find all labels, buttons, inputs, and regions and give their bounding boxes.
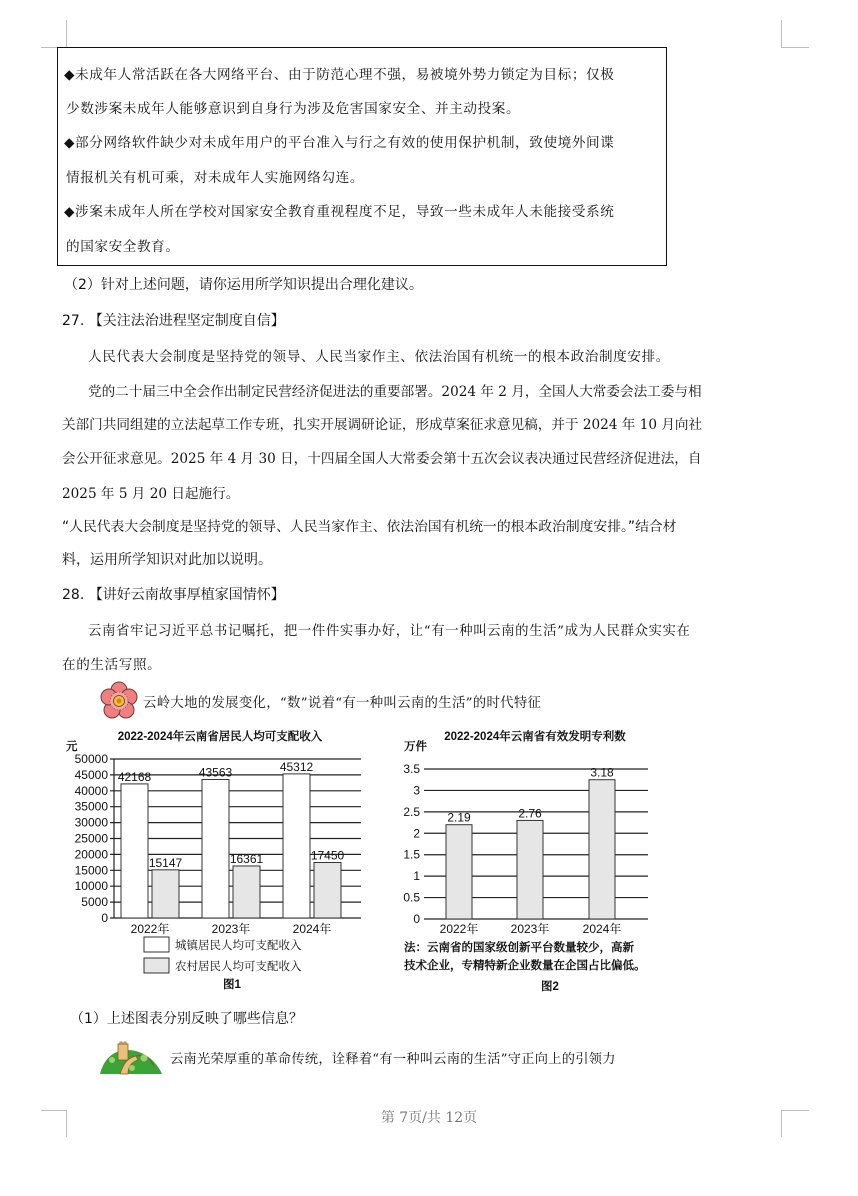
q27-para2-line: 2025 年 5 月 20 日起施行。 bbox=[62, 486, 240, 502]
figure-caption: 图1 bbox=[223, 979, 241, 991]
y-tick-label: 0 bbox=[413, 912, 420, 926]
box-line: 的国家安全教育。 bbox=[66, 239, 180, 255]
y-tick-label: 0 bbox=[101, 911, 108, 925]
x-tick-label: 2024年 bbox=[582, 922, 622, 936]
banner-2-text: 云南光荣厚重的革命传统，诠释着“有一种叫云南的生活”守正向上的引领力 bbox=[170, 1052, 616, 1067]
data-label: 2.19 bbox=[447, 810, 471, 825]
y-tick-label: 20000 bbox=[74, 847, 108, 862]
y-tick-label: 30000 bbox=[74, 815, 108, 830]
y-tick-label: 3.5 bbox=[403, 762, 420, 776]
question-26-2: （2）针对上述问题，请你运用所学知识提出合理化建议。 bbox=[64, 277, 423, 293]
q27-para1: 人民代表大会制度是坚持党的领导、人民当家作主、依法治国有机统一的根本政治制度安排。 bbox=[88, 349, 670, 365]
legend-label: 城镇居民人均可支配收入 bbox=[175, 940, 302, 952]
y-tick-label: 45000 bbox=[74, 767, 108, 782]
data-label: 3.18 bbox=[590, 765, 614, 780]
bar-urban bbox=[202, 779, 229, 918]
x-tick-label: 2022年 bbox=[130, 922, 170, 936]
y-axis-unit: 万件 bbox=[404, 741, 427, 753]
y-tick-label: 5000 bbox=[81, 895, 108, 910]
q27-para2-line: 会公开征求意见。2025 年 4 月 30 日，十四届全国人大常委会第十五次会议表决通过民营经济促进法，自 bbox=[62, 451, 702, 467]
y-tick-label: 40000 bbox=[74, 783, 108, 798]
banner-1-text: 云岭大地的发展变化，“数”说着“有一种叫云南的生活”的时代特征 bbox=[143, 696, 542, 711]
legend-label: 农村居民人均可支配收入 bbox=[175, 961, 302, 973]
y-tick-label: 10000 bbox=[74, 879, 108, 894]
chart-title: 2022-2024年云南省有效发明专利数 bbox=[444, 731, 626, 743]
data-label: 42168 bbox=[117, 769, 152, 784]
x-tick-label: 2024年 bbox=[292, 922, 332, 936]
data-label: 17450 bbox=[310, 848, 345, 863]
chart-note-line: 法：云南省的国家级创新平台数量较少，高新 bbox=[404, 942, 634, 954]
y-tick-label: 1 bbox=[413, 869, 420, 884]
q27-para2-line: 党的二十届三中全会作出制定民营经济促进法的重要部署。2024 年 2 月，全国人大常委会法工委与相 bbox=[88, 384, 702, 400]
x-tick-label: 2022年 bbox=[439, 922, 479, 936]
q28-intro-line: 云南省牢记习近平总书记嘱托，把一件件实事办好，让“有一种叫云南的生活”成为人民群众实实在 bbox=[88, 624, 691, 639]
corner-mark-top-right-h bbox=[781, 47, 809, 48]
data-label: 2.76 bbox=[518, 806, 542, 821]
page-number: 第 7页/共 12页 bbox=[380, 1110, 478, 1126]
y-tick-label: 50000 bbox=[74, 752, 108, 766]
box-line: ◆部分网络软件缺少对未成年用户的平台准入与行之有效的使用保护机制，致使境外间谍 bbox=[64, 135, 615, 151]
data-label: 15147 bbox=[148, 855, 183, 870]
bar-rural bbox=[314, 863, 341, 918]
q27-para2-line: 关部门共同组建的立法起草工作专班，扎实开展调研论证，形成草案征求意见稿，并于 2024 年 10 月向社 bbox=[62, 417, 703, 433]
x-tick-label: 2023年 bbox=[510, 922, 550, 936]
data-label: 45312 bbox=[279, 759, 314, 774]
y-tick-label: 1.5 bbox=[403, 847, 420, 862]
bar-patents bbox=[589, 780, 615, 919]
corner-mark-top-left-v bbox=[66, 20, 67, 47]
y-tick-label: 2.5 bbox=[403, 804, 420, 819]
y-tick-label: 35000 bbox=[74, 799, 108, 814]
q27-question-line: 料，运用所学知识对此加以说明。 bbox=[62, 552, 272, 568]
bar-patents bbox=[446, 825, 472, 919]
bar-patents bbox=[517, 820, 543, 919]
chart-note-line: 技术企业，专精特新企业数量在企国占比偏低。 bbox=[404, 960, 646, 972]
bar-urban bbox=[121, 784, 148, 918]
bar-rural bbox=[233, 866, 260, 918]
data-label: 43563 bbox=[198, 765, 233, 780]
figure-caption: 图2 bbox=[541, 981, 559, 993]
question-27-title: 27. 【关注法治进程坚定制度自信】 bbox=[62, 313, 285, 329]
q27-question-line: “人民代表大会制度是坚持党的领导、人民当家作主、依法治国有机统一的根本政治制度安排。”结合材 bbox=[62, 519, 677, 535]
y-tick-label: 25000 bbox=[74, 831, 108, 846]
y-tick-label: 0.5 bbox=[403, 890, 420, 905]
chart-title: 2022-2024年云南省居民人均可支配收入 bbox=[117, 731, 323, 743]
flower-icon bbox=[99, 681, 139, 721]
bar-urban bbox=[283, 774, 310, 918]
box-line: ◆涉案未成年人所在学校对国家安全教育重视程度不足，导致一些未成年人未能接受系统 bbox=[64, 204, 615, 220]
chart-income bbox=[60, 726, 380, 996]
data-label: 16361 bbox=[229, 851, 264, 866]
q28-intro-line: 在的生活写照。 bbox=[62, 657, 162, 673]
legend-swatch bbox=[144, 958, 169, 973]
legend-swatch bbox=[144, 937, 169, 952]
y-tick-label: 3 bbox=[413, 783, 420, 798]
y-axis-unit: 元 bbox=[66, 741, 78, 753]
great-wall-icon bbox=[98, 1036, 164, 1076]
y-tick-label: 15000 bbox=[74, 863, 108, 878]
corner-mark-top-right-v bbox=[781, 20, 782, 47]
chart-patents bbox=[390, 726, 680, 996]
box-line: 少数涉案未成年人能够意识到自身行为涉及危害国家安全、并主动投案。 bbox=[66, 101, 521, 117]
box-line: 情报机关有机可乘，对未成年人实施网络勾连。 bbox=[66, 170, 365, 186]
x-tick-label: 2023年 bbox=[211, 922, 251, 936]
question-28-title: 28. 【讲好云南故事厚植家国情怀】 bbox=[62, 587, 285, 603]
question-28-1: （1）上述图表分别反映了哪些信息？ bbox=[70, 1011, 303, 1027]
y-tick-label: 2 bbox=[413, 826, 420, 841]
box-line: ◆未成年人常活跃在各大网络平台、由于防范心理不强，易被境外势力锁定为目标；仅极 bbox=[64, 67, 615, 83]
bar-rural bbox=[152, 870, 179, 918]
